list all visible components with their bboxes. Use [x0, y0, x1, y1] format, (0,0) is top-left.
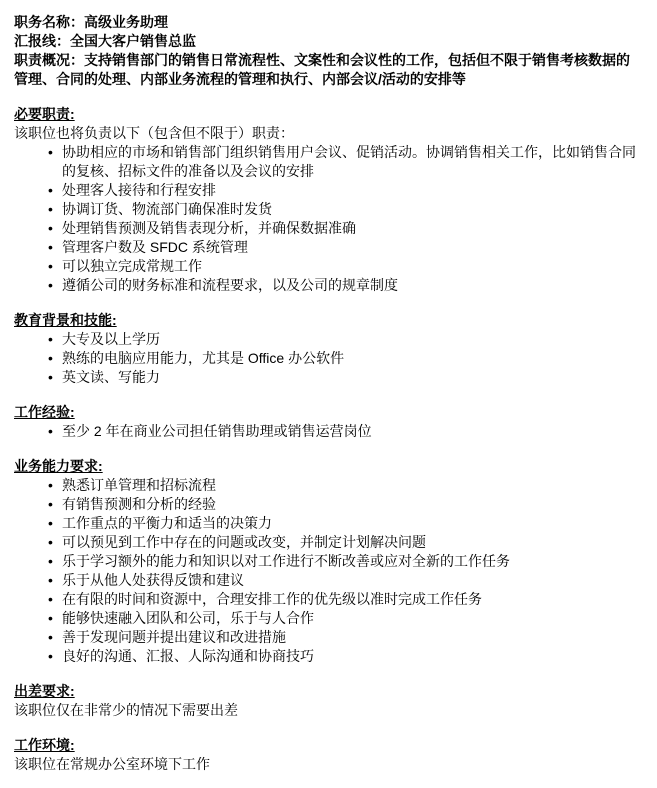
list-item: • 协助相应的市场和销售部门组织销售用户会议、促销活动。协调销售相关工作，比如销售合同的复核、招标文件的准备以及会议的安排 — [14, 143, 643, 181]
section-required-duties — [14, 105, 643, 295]
job-title-line: 职务名称：高级业务助理 — [14, 14, 168, 30]
section-text: 该职位仅在非常少的情况下需要出差 — [14, 702, 238, 718]
report-line: 汇报线：全国大客户销售总监 — [14, 33, 196, 49]
section-text: 该职位在常规办公室环境下工作 — [14, 756, 210, 772]
list-item: • 善于发现问题并提出建议和改进措施 — [14, 628, 643, 647]
list-item: • 有销售预测和分析的经验 — [14, 495, 643, 514]
section-intro: 该职位也将负责以下（包含但不限于）职责： — [14, 125, 294, 141]
list-item: • 乐于学习额外的能力和知识以对工作进行不断改善或应对全新的工作任务 — [14, 552, 643, 571]
list-item: • 可以预见到工作中存在的问题或改变，并制定计划解决问题 — [14, 533, 643, 552]
section-work-experience — [14, 403, 643, 441]
bullet-list — [14, 143, 643, 295]
section-heading: 出差要求: — [14, 683, 75, 699]
list-item: • 能够快速融入团队和公司，乐于与人合作 — [14, 609, 643, 628]
bullet-list — [14, 422, 643, 441]
section-travel-requirements — [14, 682, 643, 720]
section-heading: 教育背景和技能: — [14, 312, 117, 328]
section-heading: 工作环境: — [14, 737, 75, 753]
list-item: • 大专及以上学历 — [14, 330, 643, 349]
list-item: • 在有限的时间和资源中，合理安排工作的优先级以准时完成工作任务 — [14, 590, 643, 609]
list-item: • 可以独立完成常规工作 — [14, 257, 643, 276]
bullet-list — [14, 476, 643, 666]
list-item: • 熟悉订单管理和招标流程 — [14, 476, 643, 495]
list-item: • 乐于从他人处获得反馈和建议 — [14, 571, 643, 590]
section-heading: 工作经验: — [14, 404, 75, 420]
section-heading: 必要职责: — [14, 106, 75, 122]
list-item: • 协调订货、物流部门确保准时发货 — [14, 200, 643, 219]
list-item: • 处理客人接待和行程安排 — [14, 181, 643, 200]
list-item: • 工作重点的平衡力和适当的决策力 — [14, 514, 643, 533]
bullet-list — [14, 330, 643, 387]
section-heading: 业务能力要求: — [14, 458, 103, 474]
list-item: • 管理客户数及 SFDC 系统管理 — [14, 238, 643, 257]
section-business-capabilities — [14, 457, 643, 666]
list-item: • 良好的沟通、汇报、人际沟通和协商技巧 — [14, 647, 643, 666]
list-item: • 熟练的电脑应用能力，尤其是 Office 办公软件 — [14, 349, 643, 368]
list-item: • 遵循公司的财务标准和流程要求，以及公司的规章制度 — [14, 276, 643, 295]
list-item: • 处理销售预测及销售表现分析，并确保数据准确 — [14, 219, 643, 238]
section-work-environment — [14, 736, 643, 774]
section-education-skills — [14, 311, 643, 387]
job-overview-line: 职责概况：支持销售部门的销售日常流程性、文案性和会议性的工作，包括但不限于销售考核数据的管理、合同的处理、内部业务流程的管理和执行、内部会议/活动的安排等 — [14, 52, 630, 87]
list-item: • 英文读、写能力 — [14, 368, 643, 387]
document-header — [14, 13, 643, 89]
list-item: • 至少 2 年在商业公司担任销售助理或销售运营岗位 — [14, 422, 643, 441]
